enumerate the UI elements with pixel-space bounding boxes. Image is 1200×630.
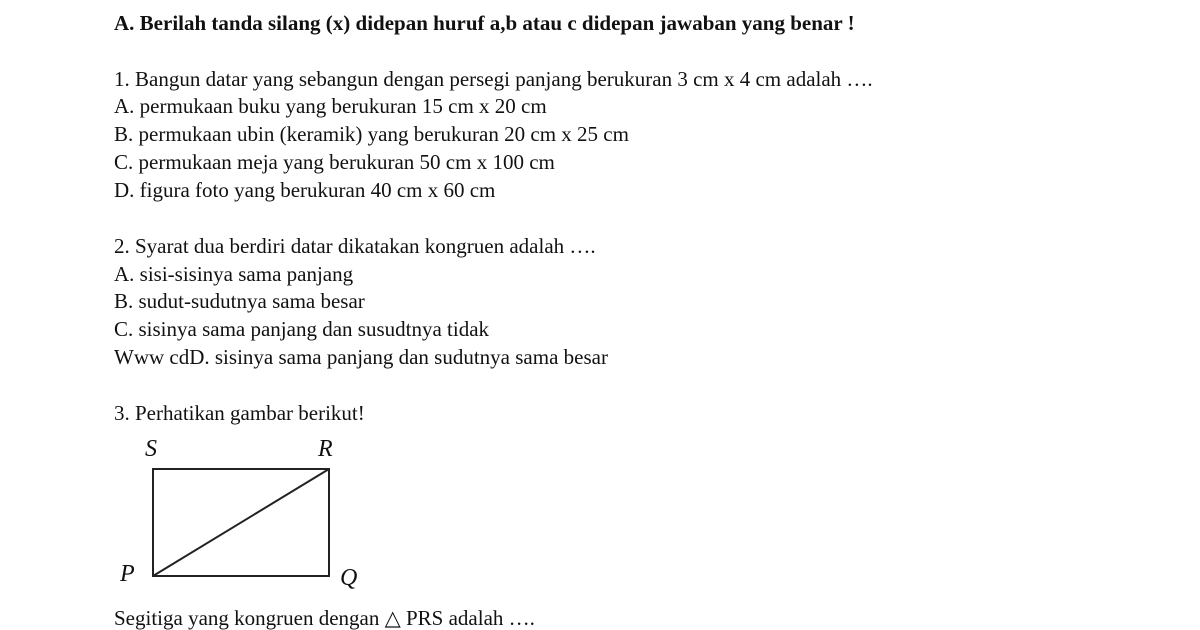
question-1-option-c: C. permukaan meja yang berukuran 50 cm x 100 cm xyxy=(114,150,555,174)
vertex-label-s: S xyxy=(145,436,157,462)
vertex-label-r: R xyxy=(318,436,333,462)
question-2-option-a: A. sisi-sisinya sama panjang xyxy=(114,262,354,286)
question-2-option-d: Www cdD. sisinya sama panjang dan sudutnya sama besar xyxy=(114,345,608,369)
question-2-option-c: C. sisinya sama panjang dan susudtnya tidak xyxy=(114,317,490,341)
question-1-option-b: B. permukaan ubin (keramik) yang berukuran 20 cm x 25 cm xyxy=(114,122,629,146)
question-3-stem: 3. Perhatikan gambar berikut! xyxy=(114,401,365,425)
vertex-label-p: P xyxy=(120,561,135,587)
section-heading: A. Berilah tanda silang (x) didepan huruf a,b atau c didepan jawaban yang benar ! xyxy=(114,11,855,35)
diagonal-pr xyxy=(153,469,329,576)
question-3-text: Segitiga yang kongruen dengan △ PRS adalah …. xyxy=(114,606,535,630)
question-2-stem: 2. Syarat dua berdiri datar dikatakan kongruen adalah …. xyxy=(114,234,596,258)
question-1-option-d: D. figura foto yang berukuran 40 cm x 60 cm xyxy=(114,178,496,202)
question-1-option-a: A. permukaan buku yang berukuran 15 cm x 20 cm xyxy=(114,94,547,118)
question-2-option-b: B. sudut-sudutnya sama besar xyxy=(114,289,365,313)
vertex-label-q: Q xyxy=(340,565,358,591)
question-1-stem: 1. Bangun datar yang sebangun dengan persegi panjang berukuran 3 cm x 4 cm adalah …. xyxy=(114,67,873,91)
